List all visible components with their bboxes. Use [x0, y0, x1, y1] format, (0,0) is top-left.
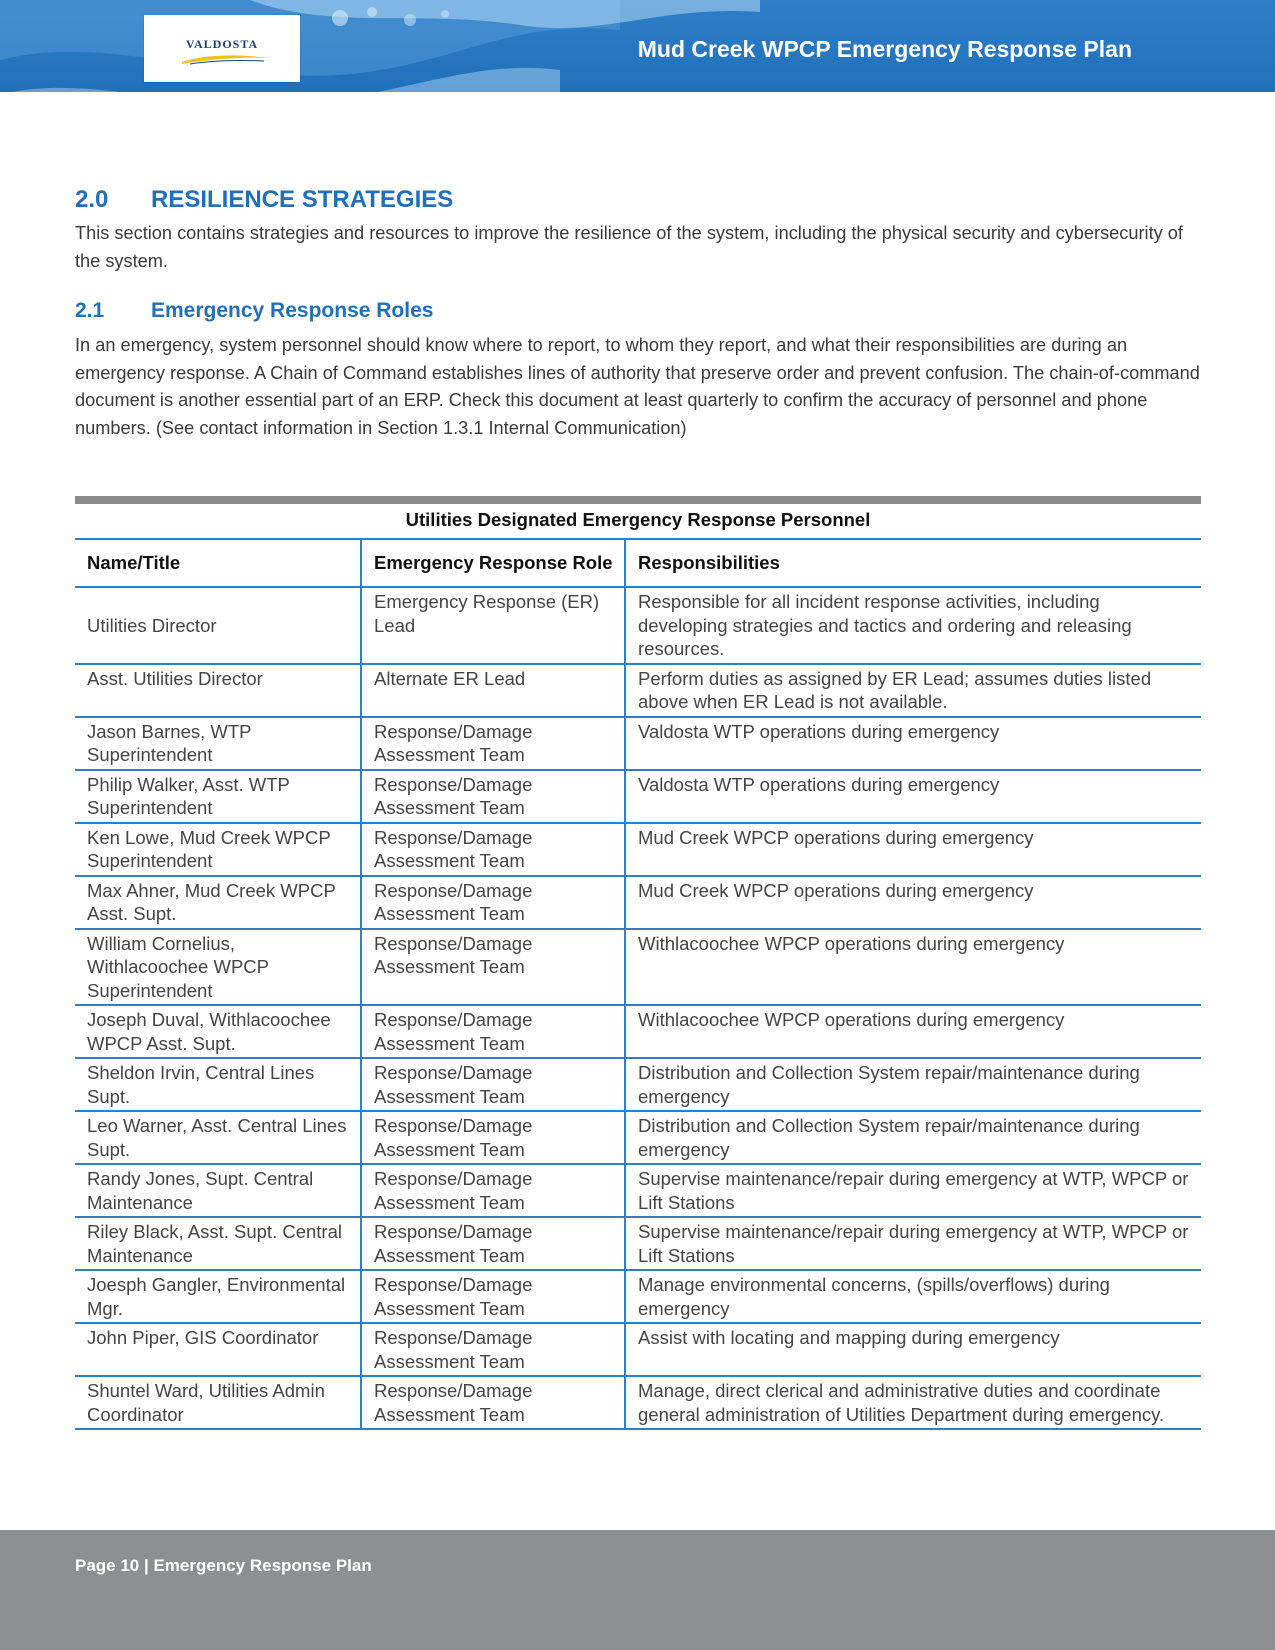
table-row: [75, 1005, 1201, 1058]
cell-responsibilities: Manage environmental concerns, (spills/overflows) during emergency: [625, 1270, 1201, 1323]
table-row: [75, 1270, 1201, 1323]
cell-role: Response/Damage Assessment Team: [361, 1217, 625, 1270]
table-row: [75, 1058, 1201, 1111]
cell-role: Response/Damage Assessment Team: [361, 717, 625, 770]
logo-text: VALDOSTA: [185, 37, 259, 51]
cell-name: Asst. Utilities Director: [75, 664, 361, 717]
cell-responsibilities: Mud Creek WPCP operations during emergency: [625, 876, 1201, 929]
section-number: 2.0: [75, 186, 109, 213]
subsection-title: Emergency Response Roles: [151, 299, 434, 322]
cell-role: Response/Damage Assessment Team: [361, 1005, 625, 1058]
cell-role: Response/Damage Assessment Team: [361, 876, 625, 929]
cell-responsibilities: Perform duties as assigned by ER Lead; assumes duties listed above when ER Lead is not available.: [625, 664, 1201, 717]
table-row: [75, 587, 1201, 664]
cell-role: Response/Damage Assessment Team: [361, 1376, 625, 1429]
cell-responsibilities: Supervise maintenance/repair during emergency at WTP, WPCP or Lift Stations: [625, 1217, 1201, 1270]
cell-responsibilities: Responsible for all incident response activities, including developing strategies and tactics and ordering and releasing resources.: [625, 587, 1201, 664]
cell-name: Sheldon Irvin, Central Lines Supt.: [75, 1058, 361, 1111]
cell-responsibilities: Assist with locating and mapping during emergency: [625, 1323, 1201, 1376]
table-row: [75, 823, 1201, 876]
cell-role: Response/Damage Assessment Team: [361, 929, 625, 1006]
page-footer: [0, 1530, 1275, 1650]
cell-name: Jason Barnes, WTP Superintendent: [75, 717, 361, 770]
table-row: [75, 1164, 1201, 1217]
valdosta-logo: [144, 15, 300, 82]
table-row: [75, 770, 1201, 823]
cell-role: Response/Damage Assessment Team: [361, 823, 625, 876]
table-row: [75, 929, 1201, 1006]
personnel-table-container: [75, 496, 1201, 1430]
cell-name: Leo Warner, Asst. Central Lines Supt.: [75, 1111, 361, 1164]
logo-swoosh-icon: [180, 52, 270, 66]
table-header-row: [75, 540, 1201, 587]
cell-name: Shuntel Ward, Utilities Admin Coordinator: [75, 1376, 361, 1429]
main-content: [75, 186, 1201, 442]
cell-name: Philip Walker, Asst. WTP Superintendent: [75, 770, 361, 823]
cell-role: Response/Damage Assessment Team: [361, 1058, 625, 1111]
cell-responsibilities: Distribution and Collection System repair/maintenance during emergency: [625, 1058, 1201, 1111]
cell-role: Response/Damage Assessment Team: [361, 1270, 625, 1323]
cell-role: Alternate ER Lead: [361, 664, 625, 717]
cell-responsibilities: Supervise maintenance/repair during emergency at WTP, WPCP or Lift Stations: [625, 1164, 1201, 1217]
subsection-body: In an emergency, system personnel should know where to report, to whom they report, and what their responsibilities are during an emergency response. A Chain of Command establishes lines of authority that preserve order and prevent confusion. The chain-of-command document is another essential part of an ERP. Check this document at least quarterly to confirm the accuracy of personnel and phone numbers. (See contact information in Section 1.3.1 Internal Communication): [75, 335, 1200, 438]
section-intro: This section contains strategies and resources to improve the resilience of the system, including the physical security and cybersecurity of the system.: [75, 223, 1183, 271]
section-heading: [75, 186, 1201, 214]
cell-name: Joseph Duval, Withlacoochee WPCP Asst. Supt.: [75, 1005, 361, 1058]
personnel-table: [75, 540, 1201, 1430]
subsection-number: 2.1: [75, 299, 105, 322]
cell-name: Riley Black, Asst. Supt. Central Maintenance: [75, 1217, 361, 1270]
section-title: RESILIENCE STRATEGIES: [151, 186, 454, 213]
table-row: [75, 664, 1201, 717]
cell-responsibilities: Mud Creek WPCP operations during emergency: [625, 823, 1201, 876]
cell-responsibilities: Distribution and Collection System repair/maintenance during emergency: [625, 1111, 1201, 1164]
header-responsibilities: Responsibilities: [625, 540, 1201, 587]
cell-role: Response/Damage Assessment Team: [361, 770, 625, 823]
table-caption: Utilities Designated Emergency Response Personnel: [75, 504, 1201, 540]
table-row: [75, 717, 1201, 770]
header-er-role: Emergency Response Role: [361, 540, 625, 587]
cell-name: Max Ahner, Mud Creek WPCP Asst. Supt.: [75, 876, 361, 929]
cell-role: Response/Damage Assessment Team: [361, 1323, 625, 1376]
header-name-title: Name/Title: [75, 540, 361, 587]
table-row: [75, 1111, 1201, 1164]
cell-responsibilities: Withlacoochee WPCP operations during emergency: [625, 929, 1201, 1006]
table-row: [75, 876, 1201, 929]
document-title: Mud Creek WPCP Emergency Response Plan: [637, 36, 1132, 62]
cell-name: William Cornelius, Withlacoochee WPCP Superintendent: [75, 929, 361, 1006]
footer-page-label: Page 10 | Emergency Response Plan: [75, 1556, 372, 1575]
cell-responsibilities: Valdosta WTP operations during emergency: [625, 770, 1201, 823]
cell-role: Response/Damage Assessment Team: [361, 1164, 625, 1217]
page-header: [0, 0, 1275, 92]
cell-name: Randy Jones, Supt. Central Maintenance: [75, 1164, 361, 1217]
table-top-rule: [75, 496, 1201, 504]
cell-role: Response/Damage Assessment Team: [361, 1111, 625, 1164]
cell-responsibilities: Withlacoochee WPCP operations during emergency: [625, 1005, 1201, 1058]
cell-responsibilities: Valdosta WTP operations during emergency: [625, 717, 1201, 770]
cell-role: Emergency Response (ER) Lead: [361, 587, 625, 664]
table-row: [75, 1217, 1201, 1270]
cell-responsibilities: Manage, direct clerical and administrative duties and coordinate general administration of Utilities Department during emergency.: [625, 1376, 1201, 1429]
cell-name: Utilities Director: [75, 587, 361, 664]
table-row: [75, 1376, 1201, 1429]
cell-name: Ken Lowe, Mud Creek WPCP Superintendent: [75, 823, 361, 876]
cell-name: Joesph Gangler, Environmental Mgr.: [75, 1270, 361, 1323]
table-row: [75, 1323, 1201, 1376]
cell-name: John Piper, GIS Coordinator: [75, 1323, 361, 1376]
subsection-heading: [75, 299, 1201, 323]
